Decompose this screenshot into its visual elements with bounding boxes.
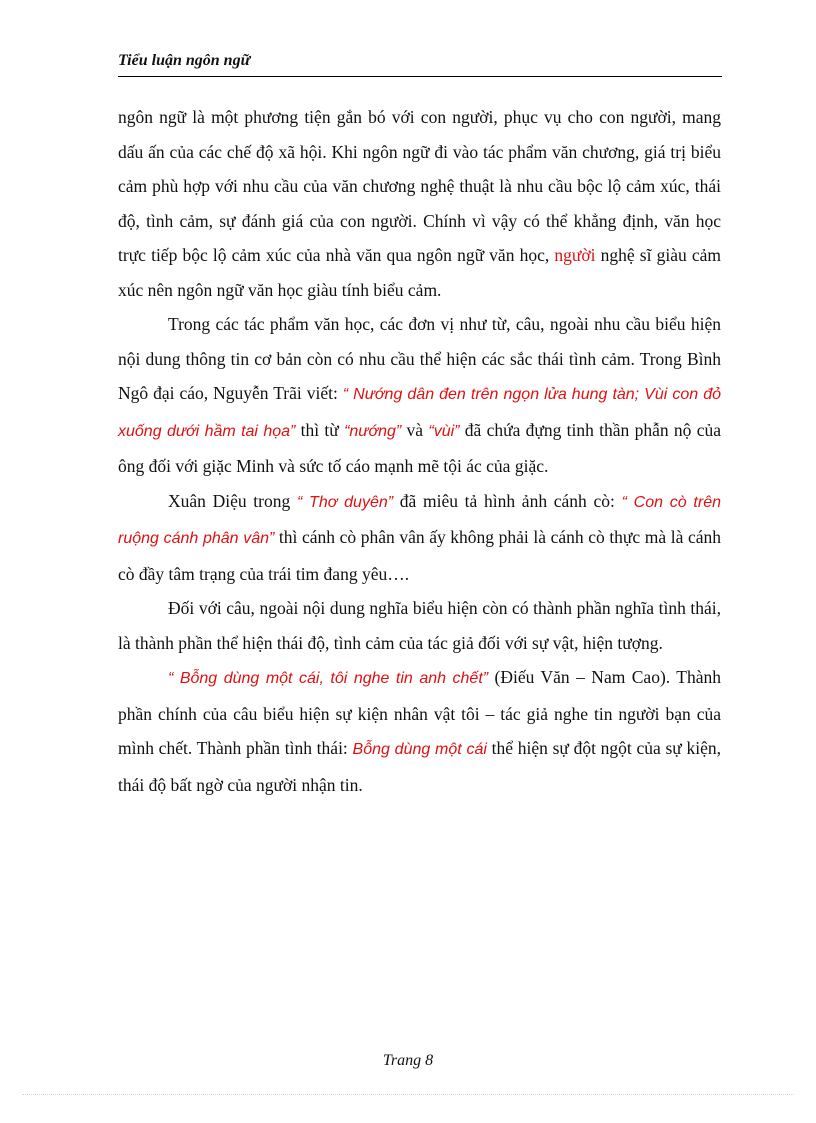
- paragraph-text: nghệ sĩ giàu cảm xúc nên ngôn ngữ văn học giàu tính biểu cảm.: [118, 245, 721, 300]
- quote-bong-dung-inline: Bỗng dùng một cái: [352, 741, 487, 758]
- paragraph-text: Đối với câu, ngoài nội dung nghĩa biểu hiện còn có thành phần nghĩa tình thái, là thành phần thể hiện thái độ, tình cảm của tác giả đối với sự vật, hiện tượng.: [118, 598, 721, 653]
- page-bottom-divider: [22, 1094, 794, 1095]
- page-number: Trang 8: [382, 1052, 434, 1069]
- quote-bong-dung: “ Bỗng dùng một cái, tôi nghe tin anh chết”: [168, 670, 489, 687]
- paragraph-text: thể hiện sự đột ngột của sự kiện, thái độ bất ngờ của người nhận tin.: [118, 738, 722, 795]
- paragraph-text: Xuân Diệu trong: [168, 490, 297, 511]
- paragraph-text: đã chứa đựng tinh thần phẫn nộ của ông đối với giặc Minh và sức tố cáo mạnh mẽ tội ác của giặc.: [118, 419, 721, 476]
- paragraph-3: [118, 484, 721, 592]
- paragraph-text: và: [401, 419, 429, 440]
- quote-vui: “vùi”: [428, 422, 460, 440]
- paragraph-2: [118, 307, 721, 484]
- quote-nuong: “nướng”: [344, 422, 402, 440]
- paragraph-1: [118, 100, 721, 307]
- paragraph-text: thì từ: [295, 419, 345, 440]
- paragraph-text: ngôn ngữ là một phương tiện gắn bó với con người, phục vụ cho con người, mang dấu ấn của các chế độ xã hội. Khi ngôn ngữ đi vào tác phẩm văn chương, giá trị biểu cảm phù hợp với nhu cầu của văn chương nghệ thuật là nhu cầu bộc lộ cảm xúc, thái độ, tình cảm, sự đánh giá của con người. Chính vì vậy có thể khẳng định, văn học trực tiếp bộc lộ cảm xúc của nhà văn qua ngôn ngữ văn học,: [118, 107, 721, 265]
- paragraph-5: [118, 660, 721, 802]
- document-header-title: Tiểu luận ngôn ngữ: [118, 52, 251, 69]
- paragraph-text: thì cánh cò phân vân ấy không phải là cánh cò thực mà là cánh cò đầy tâm trạng của trái tim đang yêu….: [118, 527, 722, 584]
- document-body: [118, 100, 721, 802]
- header-divider: [118, 76, 722, 77]
- quote-con-co: “ Con cò trên ruộng cánh phân vân”: [118, 493, 722, 547]
- paragraph-text: Trong các tác phẩm văn học, các đơn vị như từ, câu, ngoài nhu cầu biểu hiện nội dung thông tin cơ bản còn có nhu cầu thể hiện các sắc thái tình cảm. Trong Bình Ngô đại cáo, Nguyễn Trãi viết:: [118, 314, 721, 403]
- paragraph-text: đã miêu tả hình ảnh cánh cò:: [393, 490, 622, 511]
- quote-tho-duyen: “ Thơ duyên”: [296, 493, 394, 511]
- quote-binh-ngo: “ Nướng dân đen trên ngọn lửa hung tàn; Vùi con đỏ xuống dưới hầm tai họa”: [118, 386, 721, 440]
- paragraph-text: (Điếu Văn – Nam Cao). Thành phần chính của câu biểu hiện sự kiện nhân vật tôi – tác giả nghe tin người bạn của mình chết. Thành phần tình thái:: [118, 667, 721, 758]
- highlighted-word: người: [554, 245, 596, 265]
- paragraph-4: [118, 591, 721, 660]
